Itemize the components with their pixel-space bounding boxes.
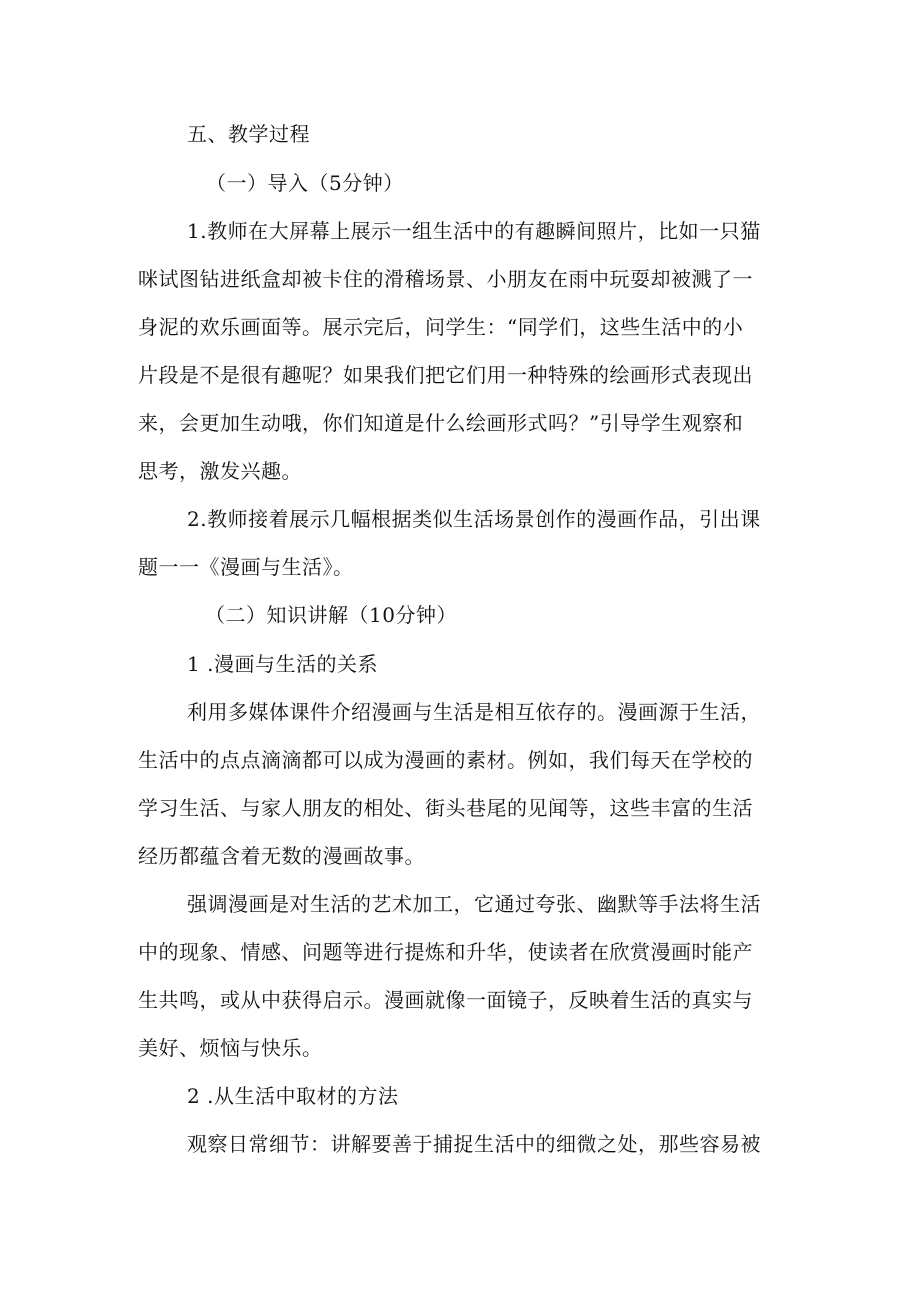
paragraph-line: 片段是不是很有趣呢？如果我们把它们用一种特殊的绘画形式表现出 — [138, 363, 753, 387]
paragraph-line: 生共鸣，或从中获得启示。漫画就像一面镜子，反映着生活的真实与 — [138, 988, 753, 1012]
paragraph-line: 生活中的点点滴滴都可以成为漫画的素材。例如，我们每天在学校的 — [138, 748, 753, 772]
paragraph-line: 利用多媒体课件介绍漫画与生活是相互依存的。漫画源于生活， — [187, 700, 761, 724]
part1-heading: （一）导入（5分钟） — [206, 171, 404, 195]
paragraph-line: 来，会更加生动哦，你们知道是什么绘画形式吗？”引导学生观察和 — [138, 411, 744, 435]
paragraph-line: 观察日常细节：讲解要善于捕捉生活中的细微之处，那些容易被 — [187, 1132, 761, 1156]
paragraph-line: 题一一《漫画与生活》。 — [138, 555, 354, 579]
paragraph-line: 身泥的欢乐画面等。展示完后，问学生：“同学们，这些生活中的小 — [138, 315, 744, 339]
item1-title: 1 .漫画与生活的关系 — [187, 652, 378, 676]
paragraph-line: 中的现象、情感、问题等进行提炼和升华，使读者在欣赏漫画时能产 — [138, 940, 753, 964]
paragraph-line: 美好、烦恼与快乐。 — [138, 1036, 323, 1060]
item2-title: 2 .从生活中取材的方法 — [187, 1084, 399, 1108]
paragraph-line: 强调漫画是对生活的艺术加工，它通过夸张、幽默等手法将生活 — [187, 892, 761, 916]
part2-heading: （二）知识讲解（10分钟） — [205, 603, 457, 627]
paragraph-line: 思考，激发兴趣。 — [138, 459, 302, 483]
paragraph-line: 1.教师在大屏幕上展示一组生活中的有趣瞬间照片，比如一只猫 — [187, 219, 761, 243]
section-title: 五、教学过程 — [187, 122, 310, 146]
paragraph-line: 学习生活、与家人朋友的相处、街头巷尾的见闻等，这些丰富的生活 — [138, 796, 753, 820]
paragraph-line: 2.教师接着展示几幅根据类似生活场景创作的漫画作品，引出课 — [187, 507, 761, 531]
paragraph-line: 经历都蕴含着无数的漫画故事。 — [138, 844, 425, 868]
paragraph-line: 咪试图钻进纸盒却被卡住的滑稽场景、小朋友在雨中玩耍却被溅了一 — [138, 267, 753, 291]
